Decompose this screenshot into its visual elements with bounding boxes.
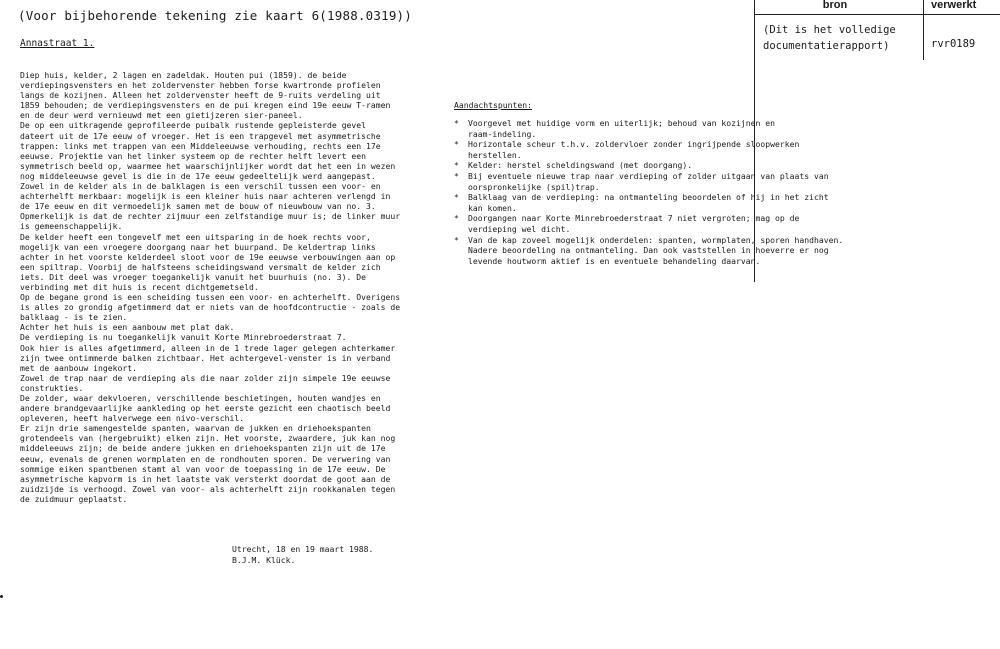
text-line: balklaag - is te zien. — [20, 312, 128, 323]
bullet-icon: * — [454, 139, 459, 150]
aandachtspunt-item — [454, 213, 884, 234]
aandachtspunt-line: Horizontale scheur t.h.v. zoldervloer zonder ingrijpende sloopwerken — [468, 139, 800, 150]
text-line: zuidzijde is verhoogd. Zowel van voor- als achterhelft zijn rookkanalen tegen — [20, 483, 396, 494]
text-line: trappen: links met trappen van een Middeleeuwse verhouding, rechts een 17e — [20, 140, 381, 151]
signature-author: B.J.M. Klück. — [232, 555, 296, 565]
bullet-icon: * — [454, 234, 459, 245]
aandachtspunt-line: Nadere beoordeling na ontmanteling. Dan ook vaststellen in hoeverre er nog — [468, 245, 829, 256]
text-line: de zuidmuur geplaatst. — [20, 493, 128, 504]
bron-line: documentatierapport) — [763, 40, 890, 52]
text-line: en de deur werd vernieuwd met een gietijzeren sier-paneel. — [20, 110, 303, 121]
text-line: Achter het huis is een aanbouw met plat dak. — [20, 322, 235, 333]
aandachtspunt-line: verdieping wel dicht. — [468, 223, 571, 234]
text-line: 1859 behouden; de verdiepingsvensters en de pui kregen eind 19e eeuw T-ramen — [20, 100, 391, 111]
document-reference-line: (Voor bijbehorende tekening zie kaart 6(1988.0319)) — [18, 8, 413, 23]
text-line: zijn twee ontimmerde balken zichtbaar. Het achtergevel-venster is in verband — [20, 352, 391, 363]
bullet-icon: * — [454, 160, 459, 171]
bron-column-header: bron — [822, 0, 848, 11]
text-line: De op een uitkragende geprofileerde puibalk rustende gepleisterde gevel — [20, 120, 366, 131]
text-line: eeuw, evenals de grenen wormplaten en de rondhouten sporen. De verwering van — [20, 453, 391, 464]
aandachtspunt-line: Balklaag van de verdieping: na ontmanteling beoordelen of hij in het zicht — [468, 192, 829, 203]
text-line: nog middeleeuwse gevel is die in de 17e eeuw gedeeltelijk werd aangepast. — [20, 170, 376, 181]
bron-line: (Dit is het volledige — [763, 24, 896, 36]
text-line: dateert uit de 17e eeuw of vroeger. Het is een trapgevel met asymmetrische — [20, 130, 381, 141]
text-line: achter in het voorste kelderdeel sloot voor de 19e eeuwse verbouwingen aan op — [20, 251, 396, 262]
text-line: Op de begane grond is een scheiding tussen een voor- en achterhelft. Overigens — [20, 292, 401, 303]
text-line: Zowel de trap naar de verdieping als die naar zolder zijn simpele 19e eeuwse — [20, 372, 391, 383]
description-text — [20, 70, 440, 504]
aandachtspunt-line: kan komen. — [468, 202, 517, 213]
column-divider — [923, 0, 924, 60]
text-line: een spiltrap. Voorbij de halfsteens scheidingswand versmalt de kelder zich — [20, 261, 381, 272]
aandachtspunt-line: oorspronkelijke (spil)trap. — [468, 181, 600, 192]
text-line: iets. Dit deel was vroeger toegankelijk vanuit het buurhuis (no. 3). De — [20, 271, 366, 282]
text-line: De zolder, waar dekvloeren, verschillende beschietingen, houten wandjes en — [20, 393, 381, 403]
text-line: Ook hier is alles afgetimmerd, alleen in de 1 trede lager gelegen achterkamer — [20, 342, 396, 353]
text-line: Opmerkelijk is dat de rechter zijmuur een zelfstandige muur is; de linker muur — [20, 211, 401, 222]
aandachtspunten-heading: Aandachtspunten: — [454, 100, 532, 110]
aandachtspunt-item — [454, 139, 884, 160]
text-line: grotendeels van (hergebruikt) elken zijn. Het voorste, zwaardere, juk kan nog — [20, 433, 396, 444]
text-line: is alles zo grondig afgetimmerd dat er niets van de hoofdcontructie - zoals de — [20, 302, 401, 313]
bullet-icon: * — [454, 213, 459, 224]
aandachtspunt-item — [454, 118, 884, 139]
aandachtspunt-line: herstellen. — [468, 149, 522, 160]
aandachtspunt-line: Kelder: herstel scheldingswand (met doorgang). — [468, 160, 693, 171]
text-line: verdiepingsvensters en het zoldervenster hebben forse kwartronde profielen — [20, 80, 381, 91]
bullet-icon: * — [454, 118, 459, 128]
bron-value — [763, 22, 923, 54]
aandachtspunten-list — [454, 118, 884, 266]
text-line: asymmetrische kapvorm is in het laatste vak versterkt doordat de goot aan de — [20, 473, 391, 484]
verwerkt-column-header: verwerkt — [931, 0, 977, 11]
text-line: langs de kozijnen. Alleen het zoldervenster heeft de 9-ruits verdeling uit — [20, 90, 381, 101]
text-line: achterhelft merkbaar: mogelijk is een kleiner huis naar achteren verlengd in — [20, 191, 391, 202]
text-line: Er zijn drie samengestelde spanten, waarvan de jukken en driehoekspanten — [20, 423, 371, 434]
text-line: verbinding met dit huis is recent dichtgemetseld. — [20, 281, 259, 292]
text-line: andere brandgevaarlijke aankleding op het eerste gezicht een chaotisch beeld — [20, 403, 391, 414]
text-line: eeuwse. Projektie van het linker systeem op de rechter helft levert een — [20, 150, 366, 161]
text-line: Zowel in de kelder als in de balklagen is een verschil tussen een voor- en — [20, 181, 381, 192]
aandachtspunt-line: Doorgangen naar Korte Minrebroederstraat 7 niet vergroten; mag op de — [468, 213, 800, 224]
text-line: symmetrisch beeld op, waarmee het waarschijnlijker wordt dat het een in wezen — [20, 160, 396, 171]
aandachtspunt-line: Van de kap zoveel mogelijk onderdelen: spanten, wormplaten, sporen handhaven. — [468, 234, 844, 245]
text-line: middeleeuws zijn; de beide andere jukken en driehoekspanten zijn uit de 17e — [20, 443, 386, 454]
aandachtspunt-line: levende houtworm aktief is en eventuele behandeling daarvan. — [468, 255, 761, 266]
text-line: mogelijk van een vroegere doorgang naar het buurpand. De keldertrap links — [20, 241, 376, 252]
text-line: De kelder heeft een tongevelf met een uitsparing in de hoek rechts voor, — [20, 231, 371, 242]
bullet-icon: * — [454, 170, 459, 181]
verwerkt-value: rvr0189 — [931, 38, 976, 50]
text-line: construkties. — [20, 382, 84, 393]
text-line: opleveren, heeft halverwege een nivo-verschil. — [20, 413, 245, 424]
address-heading: Annastraat 1. — [20, 38, 95, 49]
source-box-header — [755, 0, 1000, 15]
aandachtspunt-item — [454, 192, 884, 213]
bullet-icon: * — [454, 192, 459, 203]
signature-block — [232, 544, 373, 566]
text-line: is gemeenschappelijk. — [20, 221, 123, 232]
aandachtspunt-item — [454, 160, 884, 171]
aandachtspunt-item — [454, 235, 884, 267]
text-line: Diep huis, kelder, 2 lagen en zadeldak. Houten pui (1859). de beide — [20, 70, 347, 80]
text-line: De verdieping is nu toegankelijk vanuit Korte Minrebroederstraat 7. — [20, 332, 347, 343]
aandachtspunt-item — [454, 171, 884, 192]
aandachtspunt-line: Voorgevel met huidige vorm en uiterlijk; behoud van kozijnen en — [468, 118, 775, 128]
text-line: sommige eiken spantbenen stamt al van voor de toepassing in de 17e eeuw. De — [20, 463, 386, 474]
scan-speck — [0, 595, 3, 598]
aandachtspunt-line: raam-indeling. — [468, 128, 537, 139]
text-line: met de aanbouw ingekort. — [20, 362, 137, 373]
aandachtspunt-line: Bij eventuele nieuwe trap naar verdieping of zolder uitgaan van plaats van — [468, 170, 829, 181]
signature-place-date: Utrecht, 18 en 19 maart 1988. — [232, 544, 374, 554]
text-line: de 17e eeuw en dit vermoedelijk samen met de bouw of nieuwbouw van no. 3. — [20, 201, 376, 212]
